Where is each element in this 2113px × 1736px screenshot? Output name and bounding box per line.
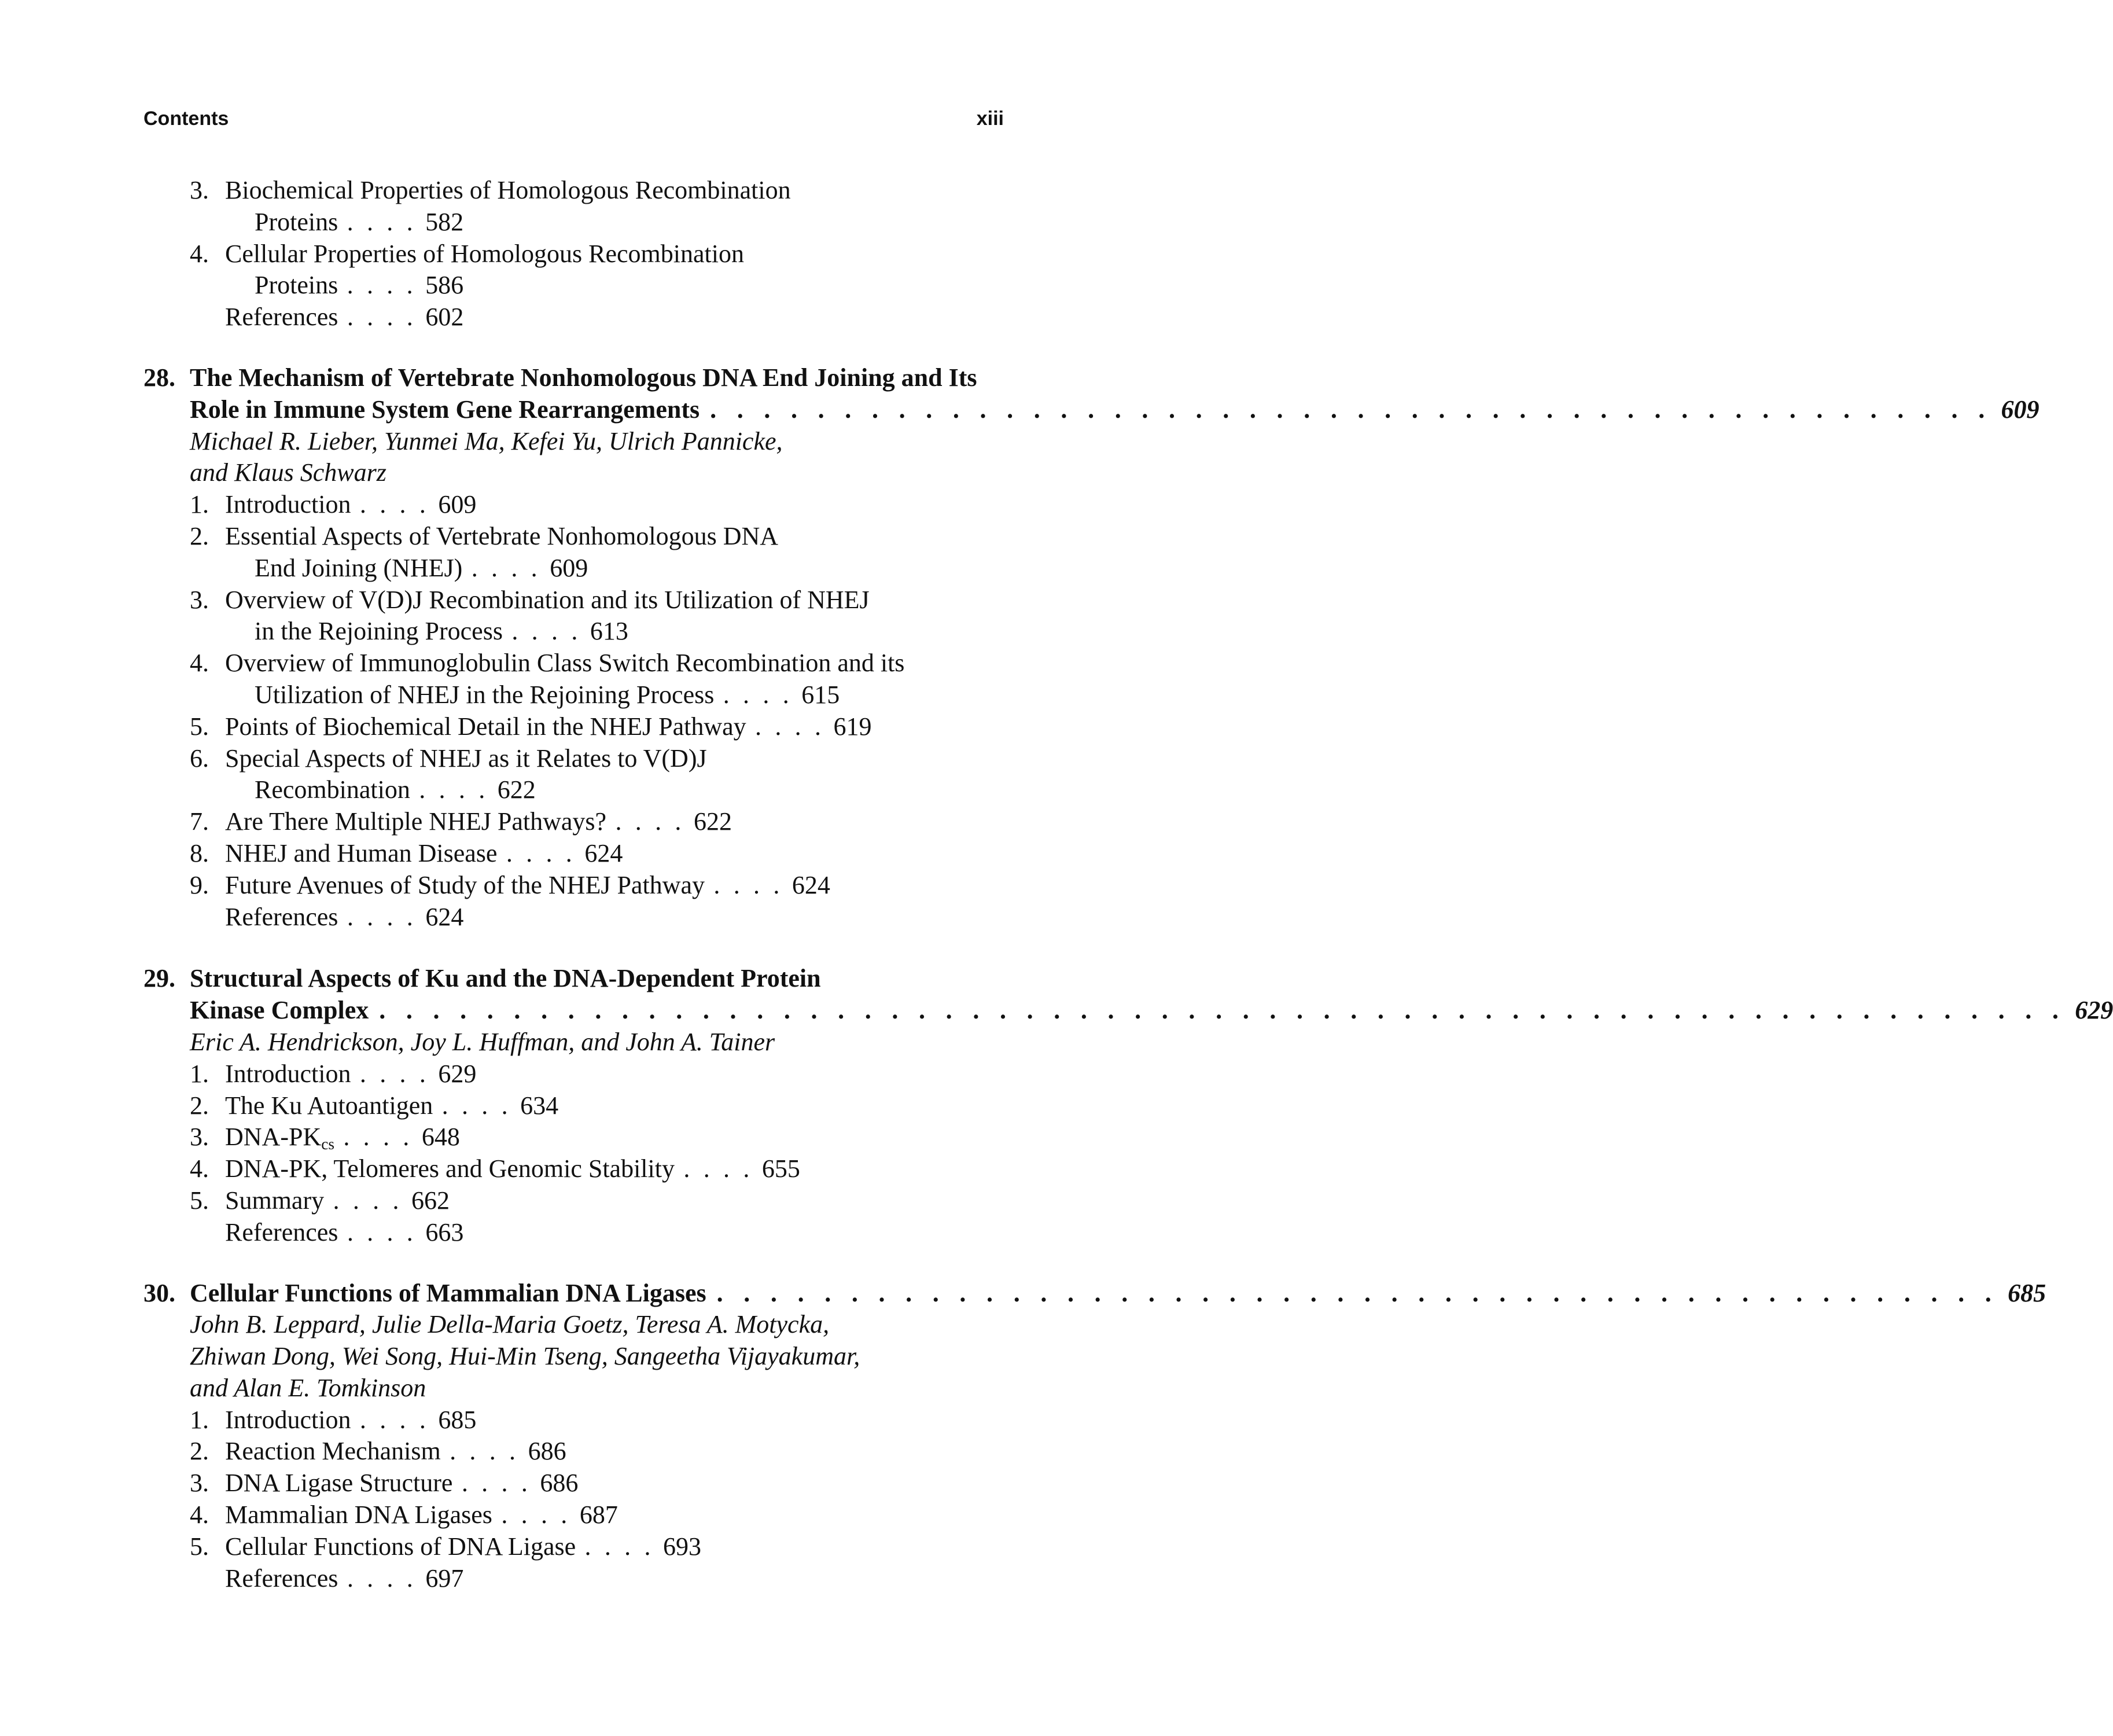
chapter-title: Structural Aspects of Ku and the DNA-Dependent Protein (190, 964, 821, 993)
section-page: 662 (411, 1186, 450, 1215)
section-number: 6. (190, 744, 209, 773)
authors-line: and Klaus Schwarz (190, 458, 386, 487)
section-title: Essential Aspects of Vertebrate Nonhomologous DNA (225, 521, 779, 550)
section-page: 619 (833, 712, 872, 741)
dot-separator: . . . . (359, 490, 430, 519)
section-page: 655 (761, 1154, 800, 1183)
section-page: 586 (425, 271, 464, 300)
section-list (143, 175, 1004, 333)
toc-entry (143, 1563, 1004, 1595)
section-title: Future Avenues of Study of the NHEJ Pathway (225, 870, 705, 899)
running-head-title: Contents (143, 108, 229, 130)
section-title-cont: Recombination (255, 775, 410, 804)
dot-separator: . . . . (347, 1218, 417, 1246)
section-number: 5. (190, 712, 209, 741)
toc-entry-continuation (143, 679, 1004, 711)
section-title: References (225, 1218, 338, 1246)
toc-entry (143, 1090, 1004, 1122)
section-number: 4. (190, 1154, 209, 1183)
chapter-heading-leader (143, 995, 2113, 1027)
section-page: 648 (421, 1123, 460, 1152)
section-title: References (225, 303, 338, 332)
section-title: Special Aspects of NHEJ as it Relates to V(D)J (225, 744, 707, 773)
toc-entry (143, 648, 1004, 679)
section-page: 634 (520, 1091, 559, 1120)
dot-separator: . . . . (343, 1123, 413, 1152)
toc-entry-continuation (143, 553, 1004, 584)
chapter-30 (143, 1278, 2046, 1595)
section-title: Reaction Mechanism (225, 1437, 441, 1466)
toc-entry (143, 870, 1004, 902)
toc-entry (143, 489, 1004, 521)
section-number: 3. (190, 1123, 209, 1152)
dot-separator: . . . . (511, 617, 581, 646)
section-number: 2. (190, 1091, 209, 1120)
dot-separator: . . . . (615, 807, 685, 836)
dot-separator: . . . . (723, 680, 793, 709)
toc-entry-continuation (143, 616, 1004, 648)
authors-line: Eric A. Hendrickson, Joy L. Huffman, and John A. Tainer (190, 1027, 775, 1056)
chapter-title-cont: Kinase Complex (190, 996, 369, 1025)
section-title: Points of Biochemical Detail in the NHEJ Pathway (225, 712, 746, 741)
toc-entry (143, 1217, 1004, 1249)
dot-separator: . . . . (713, 870, 783, 899)
chapter-title-cont: Role in Immune System Gene Rearrangements (190, 395, 700, 424)
section-number: 1. (190, 490, 209, 519)
chapter-page: 609 (2001, 395, 2040, 424)
chapter-heading (143, 963, 1004, 995)
toc-entry-continuation (143, 270, 1004, 301)
section-title: Biochemical Properties of Homologous Recombination (225, 176, 791, 204)
chapter-heading (143, 362, 1004, 394)
section-title: Overview of V(D)J Recombination and its Utilization of NHEJ (225, 585, 870, 614)
toc-entry (143, 743, 1004, 775)
dot-separator: . . . . (359, 1405, 430, 1434)
section-page: 697 (425, 1564, 464, 1592)
section-title-subscript: cs (321, 1135, 334, 1153)
section-number: 3. (190, 1469, 209, 1498)
section-number: 2. (190, 521, 209, 550)
section-number: 9. (190, 870, 209, 899)
section-page: 686 (528, 1437, 566, 1466)
section-page: 622 (693, 807, 732, 836)
section-number: 4. (190, 649, 209, 678)
toc-entry (143, 1404, 1004, 1436)
toc-entry-continuation (143, 774, 1004, 806)
chapter-28 (143, 362, 2040, 933)
section-number: 7. (190, 807, 209, 836)
toc-entry (143, 521, 1004, 553)
chapter-number: 28. (143, 363, 175, 392)
section-page: 609 (550, 553, 588, 582)
chapter-authors (143, 426, 1004, 490)
section-page: 663 (425, 1218, 464, 1246)
chapter-title: Cellular Functions of Mammalian DNA Ligases (190, 1278, 706, 1307)
chapter-authors (143, 1027, 1004, 1058)
section-title: DNA-PK (225, 1123, 322, 1152)
section-number: 3. (190, 585, 209, 614)
section-title: Overview of Immunoglobulin Class Switch Recombination and its (225, 649, 905, 678)
section-number: 4. (190, 239, 209, 268)
section-number: 8. (190, 838, 209, 867)
section-number: 2. (190, 1437, 209, 1466)
dot-separator: . . . . (347, 902, 417, 931)
dot-separator: . . . . (347, 303, 417, 332)
section-page: 686 (540, 1469, 579, 1498)
section-title: Introduction (225, 1059, 351, 1088)
toc-entry (143, 301, 1004, 333)
section-page: 613 (590, 617, 628, 646)
section-title: DNA-PK, Telomeres and Genomic Stability (225, 1154, 675, 1183)
toc-entry (143, 1436, 1004, 1467)
section-title-cont: Utilization of NHEJ in the Rejoining Process (255, 680, 715, 709)
dot-leader: . . . . . . . . . . . . . . . . . . . . . . . . . . . . . . . . . . . . . . . . . . . . . . . . . . . . . . . . . . . . . . . (379, 996, 2066, 1025)
toc-entry (143, 1058, 1004, 1090)
chapter-number: 30. (143, 1278, 175, 1307)
section-page: 582 (425, 207, 464, 236)
toc-entry (143, 238, 1004, 270)
section-title: Introduction (225, 490, 351, 519)
section-number: 1. (190, 1059, 209, 1088)
dot-separator: . . . . (461, 1469, 531, 1498)
dot-separator: . . . . (347, 207, 417, 236)
toc-entry (143, 1185, 1004, 1217)
authors-line: John B. Leppard, Julie Della-Maria Goetz, Teresa A. Motycka, (190, 1310, 830, 1339)
section-title: Introduction (225, 1405, 351, 1434)
dot-separator: . . . . (501, 1500, 571, 1529)
dot-separator: . . . . (755, 712, 825, 741)
section-title-cont: Proteins (255, 207, 338, 236)
dot-separator: . . . . (333, 1186, 403, 1215)
section-page: 602 (425, 303, 464, 332)
chapter-page: 629 (2075, 996, 2113, 1025)
authors-line: Zhiwan Dong, Wei Song, Hui-Min Tseng, Sangeetha Vijayakumar, (190, 1342, 860, 1371)
section-title: DNA Ligase Structure (225, 1469, 453, 1498)
dot-separator: . . . . (450, 1437, 520, 1466)
dot-separator: . . . . (683, 1154, 753, 1183)
toc-entry (143, 902, 1004, 933)
toc-entry (143, 1467, 1004, 1499)
section-title: The Ku Autoantigen (225, 1091, 433, 1120)
section-number: 3. (190, 176, 209, 204)
toc-entry-continuation (143, 207, 1004, 238)
section-title-cont: in the Rejoining Process (255, 617, 503, 646)
section-title: Mammalian DNA Ligases (225, 1500, 492, 1529)
section-title: Cellular Functions of DNA Ligase (225, 1532, 576, 1561)
section-page: 687 (579, 1500, 618, 1529)
toc-entry (143, 806, 1004, 838)
page-number: xiii (976, 108, 1004, 130)
section-page: 624 (792, 870, 830, 899)
section-title: References (225, 902, 338, 931)
toc-entry (143, 838, 1004, 870)
section-title: References (225, 1564, 338, 1592)
toc-entry (143, 711, 1004, 743)
section-page: 624 (425, 902, 464, 931)
dot-separator: . . . . (419, 775, 489, 804)
table-of-contents (143, 175, 2113, 1594)
section-title-cont: End Joining (NHEJ) (255, 553, 463, 582)
section-title: Cellular Properties of Homologous Recombination (225, 239, 744, 268)
chapter-number: 29. (143, 964, 175, 993)
section-title: Are There Multiple NHEJ Pathways? (225, 807, 607, 836)
section-number: 5. (190, 1186, 209, 1215)
section-title-cont: Proteins (255, 271, 338, 300)
section-page: 693 (663, 1532, 702, 1561)
section-number: 4. (190, 1500, 209, 1529)
dot-separator: . . . . (359, 1059, 430, 1088)
section-title: Summary (225, 1186, 325, 1215)
authors-line: and Alan E. Tomkinson (190, 1373, 426, 1402)
section-title: NHEJ and Human Disease (225, 838, 498, 867)
toc-entry (143, 1153, 1004, 1185)
section-page: 615 (801, 680, 840, 709)
toc-entry (143, 584, 1004, 616)
dot-separator: . . . . (347, 271, 417, 300)
dot-separator: . . . . (347, 1564, 417, 1592)
section-page: 622 (497, 775, 536, 804)
toc-entry (143, 1531, 1004, 1563)
section-page: 685 (438, 1405, 477, 1434)
dot-separator: . . . . (584, 1532, 654, 1561)
chapter-heading-leader (143, 394, 2040, 426)
dot-separator: . . . . (441, 1091, 511, 1120)
dot-separator: . . . . (471, 553, 541, 582)
dot-leader: . . . . . . . . . . . . . . . . . . . . . . . . . . . . . . . . . . . . . . . . . . . . . . . . (716, 1278, 1999, 1307)
section-number: 5. (190, 1532, 209, 1561)
toc-entry (143, 1499, 1004, 1531)
chapter-29 (143, 963, 2113, 1248)
section-list (143, 489, 1004, 933)
toc-entry (143, 1121, 1004, 1153)
chapter-page: 685 (2008, 1278, 2046, 1307)
section-list (143, 1058, 1004, 1249)
dot-leader: . . . . . . . . . . . . . . . . . . . . . . . . . . . . . . . . . . . . . . . . . . . . . . . . (710, 395, 1992, 424)
chapter-authors (143, 1309, 1004, 1404)
chapter-title: The Mechanism of Vertebrate Nonhomologous DNA End Joining and Its (190, 363, 977, 392)
authors-line: Michael R. Lieber, Yunmei Ma, Kefei Yu, Ulrich Pannicke, (190, 426, 783, 455)
section-page: 609 (438, 490, 477, 519)
section-number: 1. (190, 1405, 209, 1434)
section-list (143, 1404, 1004, 1595)
dot-separator: . . . . (506, 838, 576, 867)
section-page: 629 (438, 1059, 477, 1088)
section-page: 624 (584, 838, 623, 867)
toc-entry (143, 175, 1004, 207)
chapter-heading-leader (143, 1278, 2046, 1310)
